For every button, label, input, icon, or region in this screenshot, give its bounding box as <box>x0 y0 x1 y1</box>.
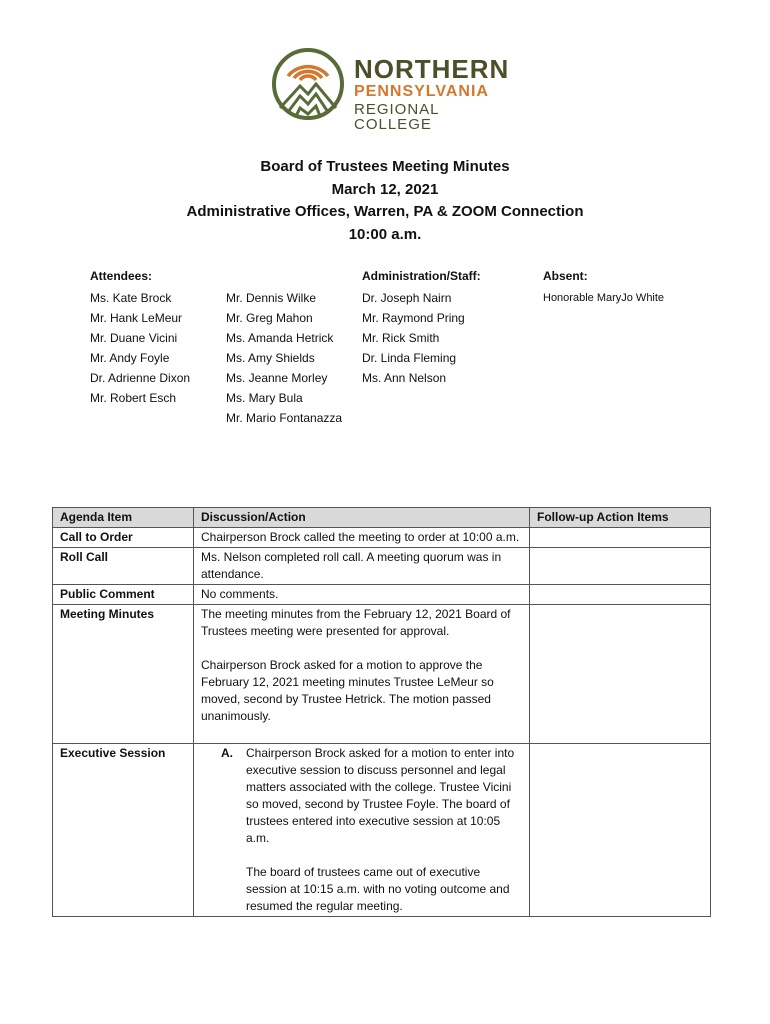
attendee-name: Mr. Andy Foyle <box>90 351 170 365</box>
meeting-time: 10:00 a.m. <box>348 225 422 243</box>
agenda-item-cell: Executive Session <box>53 744 194 917</box>
attendee-name: Ms. Mary Bula <box>226 391 303 405</box>
admin-staff-column <box>362 266 481 388</box>
follow-up-cell <box>530 528 711 548</box>
logo-line-northern: NORTHERN <box>354 54 510 84</box>
absent-heading: Absent: <box>543 269 588 283</box>
agenda-item-cell: Meeting Minutes <box>53 605 194 744</box>
attendee-name: Ms. Amy Shields <box>226 351 315 365</box>
attendee-name: Mr. Robert Esch <box>90 391 177 405</box>
attendee-name: Mr. Dennis Wilke <box>226 291 317 305</box>
discussion-paragraph: The meeting minutes from the February 12, 2021 Board of Trustees meeting were presented for approval. <box>201 607 511 638</box>
attendee-name: Mr. Greg Mahon <box>226 311 313 325</box>
discussion-paragraph: The board of trustees came out of executive session at 10:15 a.m. with no voting outcome and resumed the regular meeting. <box>246 865 510 913</box>
staff-name: Dr. Linda Fleming <box>362 351 457 365</box>
table-row <box>53 744 711 917</box>
discussion-cell <box>194 585 530 605</box>
attendee-name: Ms. Amanda Hetrick <box>226 331 334 345</box>
agenda-item-cell: Public Comment <box>53 585 194 605</box>
follow-up-cell <box>530 585 711 605</box>
attendee-name: Ms. Jeanne Morley <box>226 371 328 385</box>
absent-name: Honorable MaryJo White <box>543 292 665 304</box>
table-header-row <box>53 508 711 528</box>
header-follow-up: Follow-up Action Items <box>530 508 711 528</box>
staff-name: Mr. Rick Smith <box>362 331 440 345</box>
attendees-heading: Attendees: <box>90 269 153 283</box>
logo-line-pennsylvania: PENNSYLVANIA <box>354 83 489 100</box>
attendee-name: Mr. Mario Fontanazza <box>226 411 343 425</box>
attendee-name: Mr. Hank LeMeur <box>90 311 183 325</box>
follow-up-cell <box>530 605 711 744</box>
agenda-item-cell: Roll Call <box>53 548 194 585</box>
staff-name: Dr. Joseph Nairn <box>362 291 452 305</box>
staff-name: Ms. Ann Nelson <box>362 371 447 385</box>
meeting-location: Administrative Offices, Warren, PA & ZOOM Connection <box>186 203 584 220</box>
follow-up-cell <box>530 744 711 917</box>
table-row <box>53 548 711 585</box>
mountain-wifi-logo-icon <box>270 46 346 122</box>
document-title <box>0 156 770 246</box>
header-agenda-item: Agenda Item <box>53 508 194 528</box>
staff-name: Mr. Raymond Pring <box>362 311 465 325</box>
meeting-date: March 12, 2021 <box>331 180 439 198</box>
list-letter: A. <box>221 746 233 760</box>
discussion-cell <box>194 744 530 917</box>
discussion-paragraph: Chairperson Brock asked for a motion to enter into executive session to discuss personnel and legal matters associated with the college. Trustee Vicini so moved, second by Trustee Foyle. The board of trustees entered into executive session at 10:05 a.m. <box>246 746 515 845</box>
discussion-paragraph: Ms. Nelson completed roll call. A meeting quorum was in attendance. <box>201 550 502 581</box>
follow-up-cell <box>530 548 711 585</box>
admin-staff-heading: Administration/Staff: <box>362 269 481 283</box>
title-line: Board of Trustees Meeting Minutes <box>260 158 510 175</box>
attendees-column-1 <box>90 266 190 408</box>
attendee-name: Mr. Duane Vicini <box>90 331 178 345</box>
discussion-paragraph: No comments. <box>201 587 279 601</box>
header-discussion-action: Discussion/Action <box>194 508 530 528</box>
attendee-name: Dr. Adrienne Dixon <box>90 371 191 385</box>
absent-column <box>543 266 664 308</box>
college-logo <box>270 46 510 133</box>
table-row <box>53 585 711 605</box>
discussion-cell <box>194 528 530 548</box>
table-row <box>53 605 711 744</box>
discussion-cell <box>194 605 530 744</box>
attendees-column-2 <box>226 266 342 428</box>
logo-line-regional-college: REGIONAL COLLEGE <box>354 101 439 133</box>
agenda-table <box>52 507 711 917</box>
agenda-item-cell: Call to Order <box>53 528 194 548</box>
table-row <box>53 528 711 548</box>
discussion-paragraph: Chairperson Brock called the meeting to order at 10:00 a.m. <box>201 530 520 544</box>
discussion-cell <box>194 548 530 585</box>
attendee-name: Ms. Kate Brock <box>90 291 172 305</box>
discussion-paragraph: Chairperson Brock asked for a motion to approve the February 12, 2021 meeting minutes Trustee LeMeur so moved, second by Trustee Hetrick. The motion passed unanimously. <box>201 658 494 723</box>
